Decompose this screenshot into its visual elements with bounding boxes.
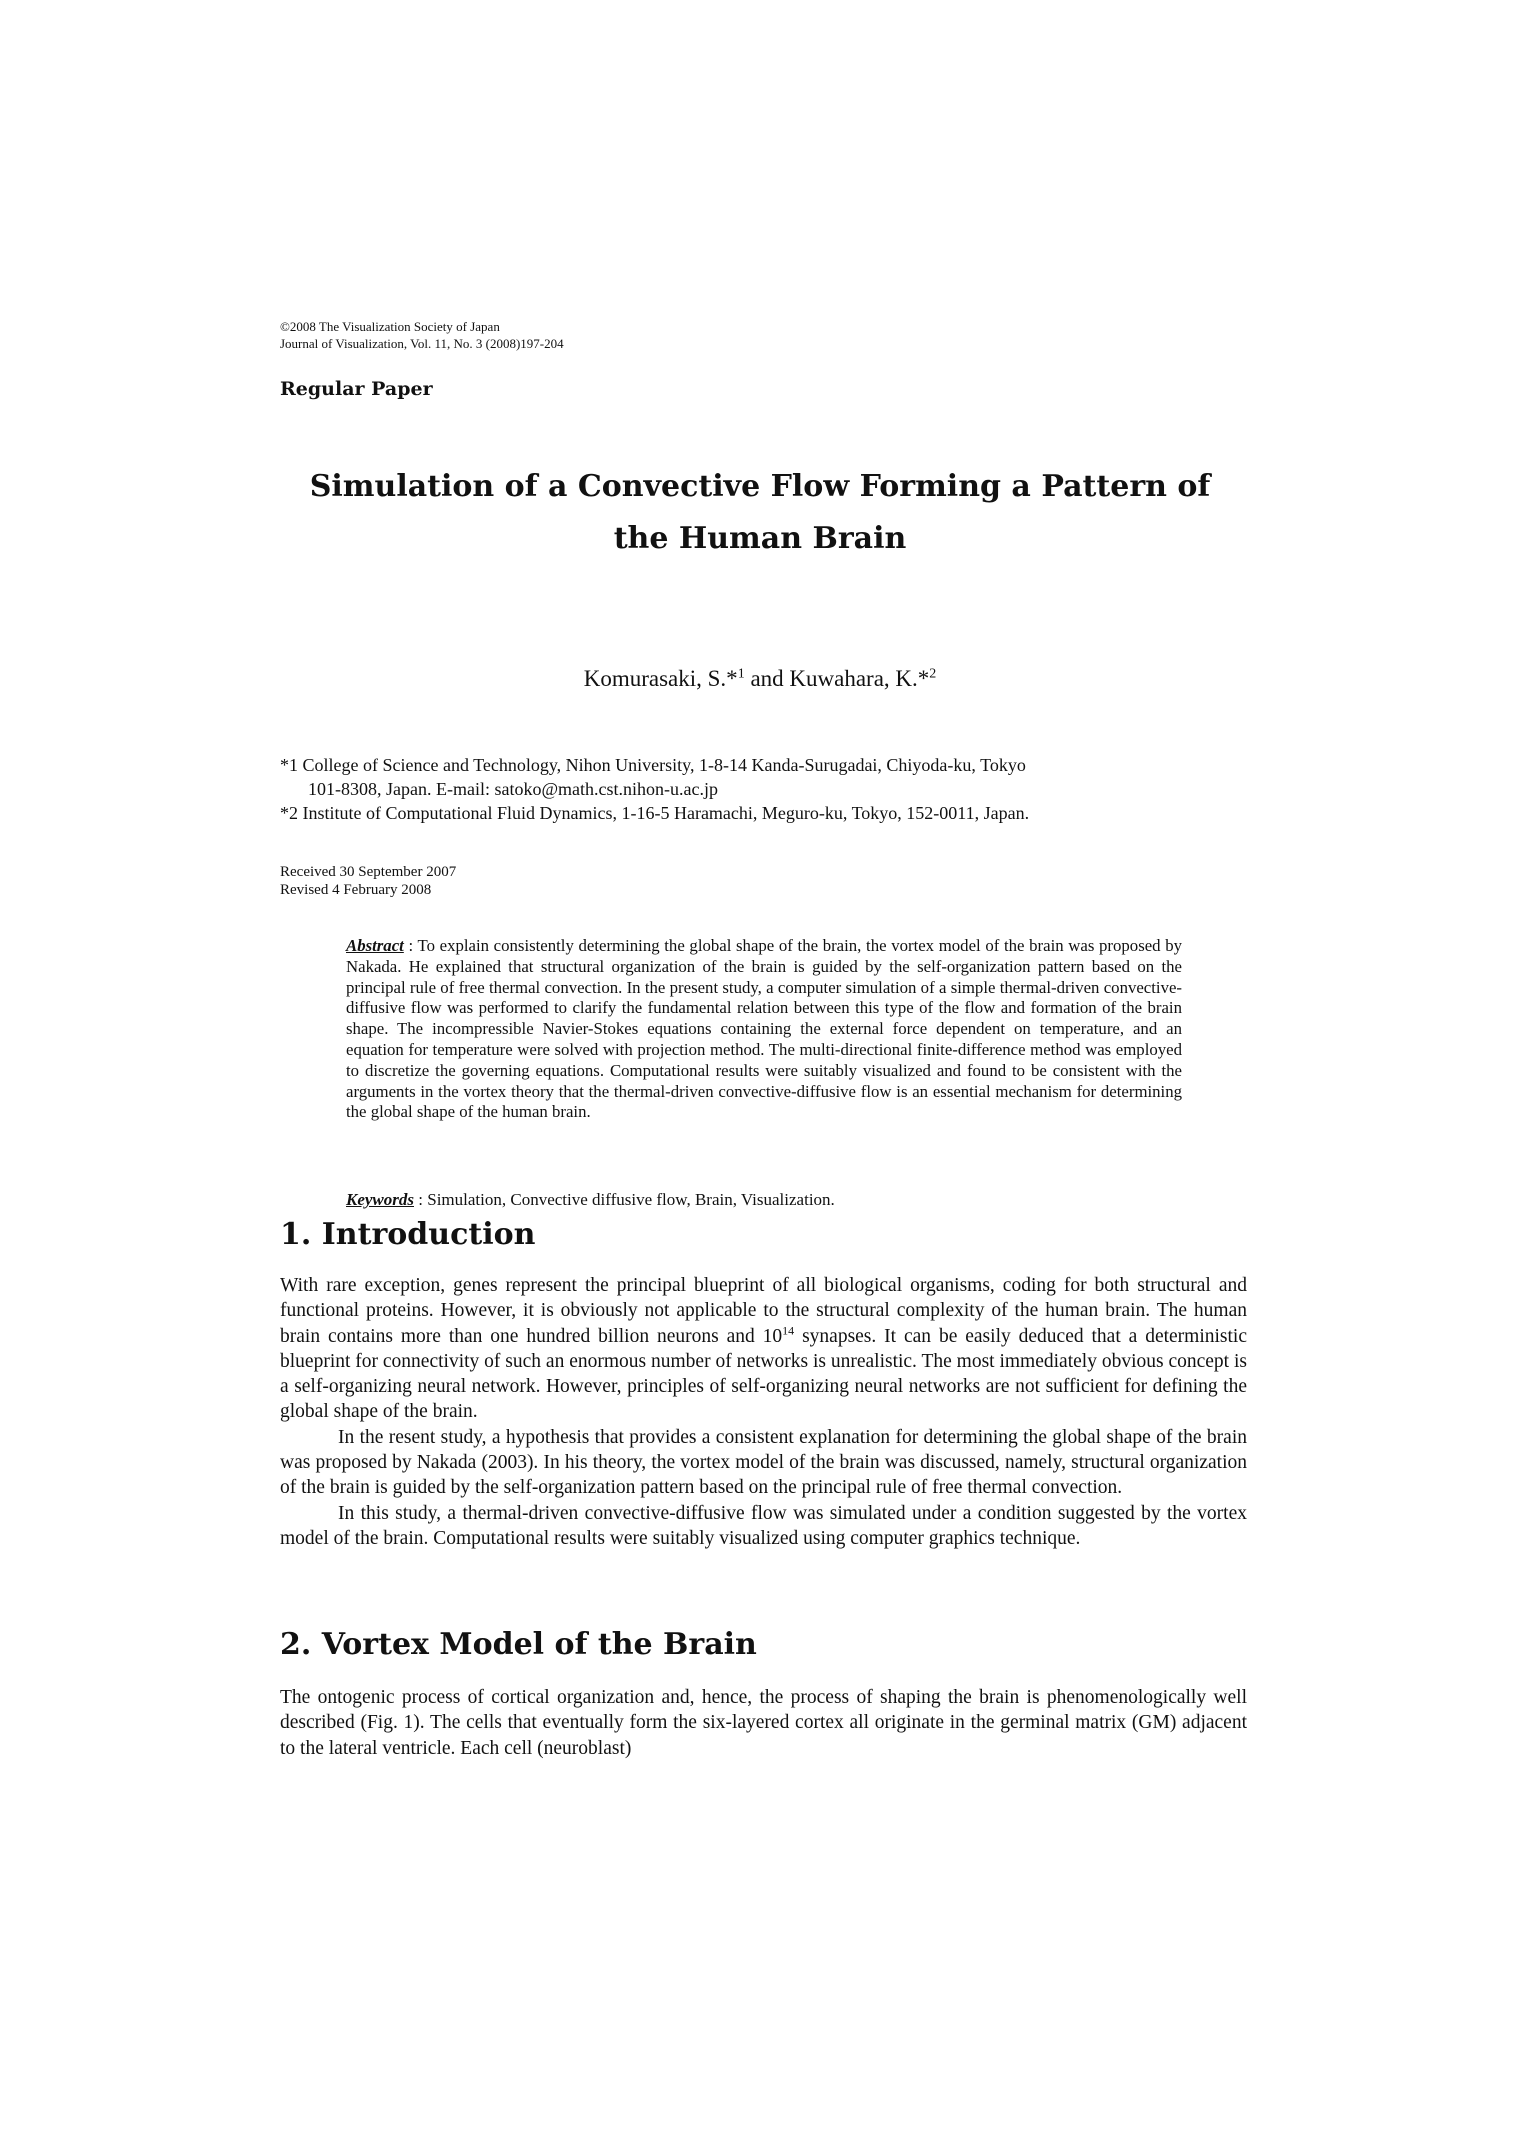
- intro-p1-text-a: With rare exception, genes represent the principal blueprint of all biological organisms, coding for both structural and functional proteins. However, it is obviously not applicable to the structural complexity of the human brain. The human brain contains more than one hundred billion neurons and 10: [280, 1275, 1247, 1347]
- title-line-2: the Human Brain: [613, 521, 907, 556]
- affiliation-2: *2 Institute of Computational Fluid Dynamics, 1-16-5 Haramachi, Meguro-ku, Tokyo, 152-0011, Japan.: [280, 803, 1030, 823]
- keywords-label: Keywords: [346, 1190, 414, 1209]
- author-1: Komurasaki, S.*: [583, 666, 738, 691]
- affiliation-1-line-1: *1 College of Science and Technology, Nihon University, 1-8-14 Kanda-Surugadai, Chiyoda-ku, Tokyo: [280, 755, 1026, 775]
- introduction-body: [280, 1273, 1247, 1551]
- author-2-mark: 2: [929, 666, 937, 682]
- intro-paragraph-2: In the resent study, a hypothesis that provides a consistent explanation for determining the global shape of the brain was proposed by Nakada (2003). In his theory, the vortex model of the brain was discussed, namely, structural organization of the brain is guided by the self-organization pattern based on the principal rule of free thermal convection.: [280, 1426, 1247, 1499]
- vortex-paragraph-1: The ontogenic process of cortical organization and, hence, the process of shaping the brain is phenomenologically well described (Fig. 1). The cells that eventually form the six-layered cortex all originate in the germinal matrix (GM) adjacent to the lateral ventricle. Each cell (neuroblast): [280, 1687, 1247, 1759]
- intro-paragraph-3: In this study, a thermal-driven convective-diffusive flow was simulated under a condition suggested by the vortex model of the brain. Computational results were suitably visualized using computer graphics technique.: [280, 1502, 1247, 1549]
- paper-type-label: Regular Paper: [280, 378, 433, 400]
- abstract-separator: :: [403, 936, 418, 955]
- received-date: Received 30 September 2007: [280, 864, 457, 880]
- section-heading-vortex-model: 2. Vortex Model of the Brain: [280, 1627, 757, 1662]
- intro-paragraph-1: [280, 1273, 1247, 1425]
- paper-title: [280, 461, 1240, 565]
- author-conjunction: and: [744, 666, 790, 691]
- author-2: Kuwahara, K.*: [789, 666, 930, 691]
- keywords: [346, 1190, 835, 1210]
- journal-citation: Journal of Visualization, Vol. 11, No. 3 (2008)197-204: [280, 336, 564, 351]
- vortex-model-body: [280, 1685, 1247, 1761]
- title-line-1: Simulation of a Convective Flow Forming a Pattern of: [309, 469, 1211, 504]
- abstract-text: To explain consistently determining the global shape of the brain, the vortex model of the brain was proposed by Nakada. He explained that structural organization of the brain is guided by the self-organization pattern based on the principal rule of free thermal convection. In the present study, a computer simulation of a simple thermal-driven convective-diffusive flow was performed to clarify the fundamental relation between this type of the flow and formation of the brain shape. The incompressible Navier-Stokes equations containing the external force dependent on temperature, and an equation for temperature were solved with projection method. The multi-directional finite-difference method was employed to discretize the governing equations. Computational results were suitably visualized and found to be consistent with the arguments in the vortex theory that the thermal-driven convective-diffusive flow is an essential mechanism for determining the global shape of the human brain.: [346, 936, 1183, 1122]
- affiliation-1-line-2: 101-8308, Japan. E-mail: satoko@math.cst.nihon-u.ac.jp: [308, 779, 718, 799]
- abstract: [346, 936, 1182, 1123]
- intro-p1-exponent: 14: [782, 1323, 795, 1338]
- abstract-label: Abstract: [346, 936, 404, 955]
- section-heading-introduction: 1. Introduction: [280, 1217, 536, 1252]
- author-1-mark: 1: [737, 666, 745, 682]
- copyright-line: ©2008 The Visualization Society of Japan: [280, 319, 500, 334]
- revised-date: Revised 4 February 2008: [280, 882, 432, 898]
- keywords-separator: :: [414, 1190, 428, 1209]
- intro-p1-text-b: synapses. It can be easily deduced that a deterministic blueprint for connectivity of such an enormous number of networks is unrealistic. The most immediately obvious concept is a self-organizing neural network. However, principles of self-organizing neural networks are not sufficient for defining the global shape of the brain.: [280, 1325, 1247, 1423]
- author-list: [280, 666, 1240, 692]
- keywords-text: Simulation, Convective diffusive flow, Brain, Visualization.: [427, 1190, 835, 1209]
